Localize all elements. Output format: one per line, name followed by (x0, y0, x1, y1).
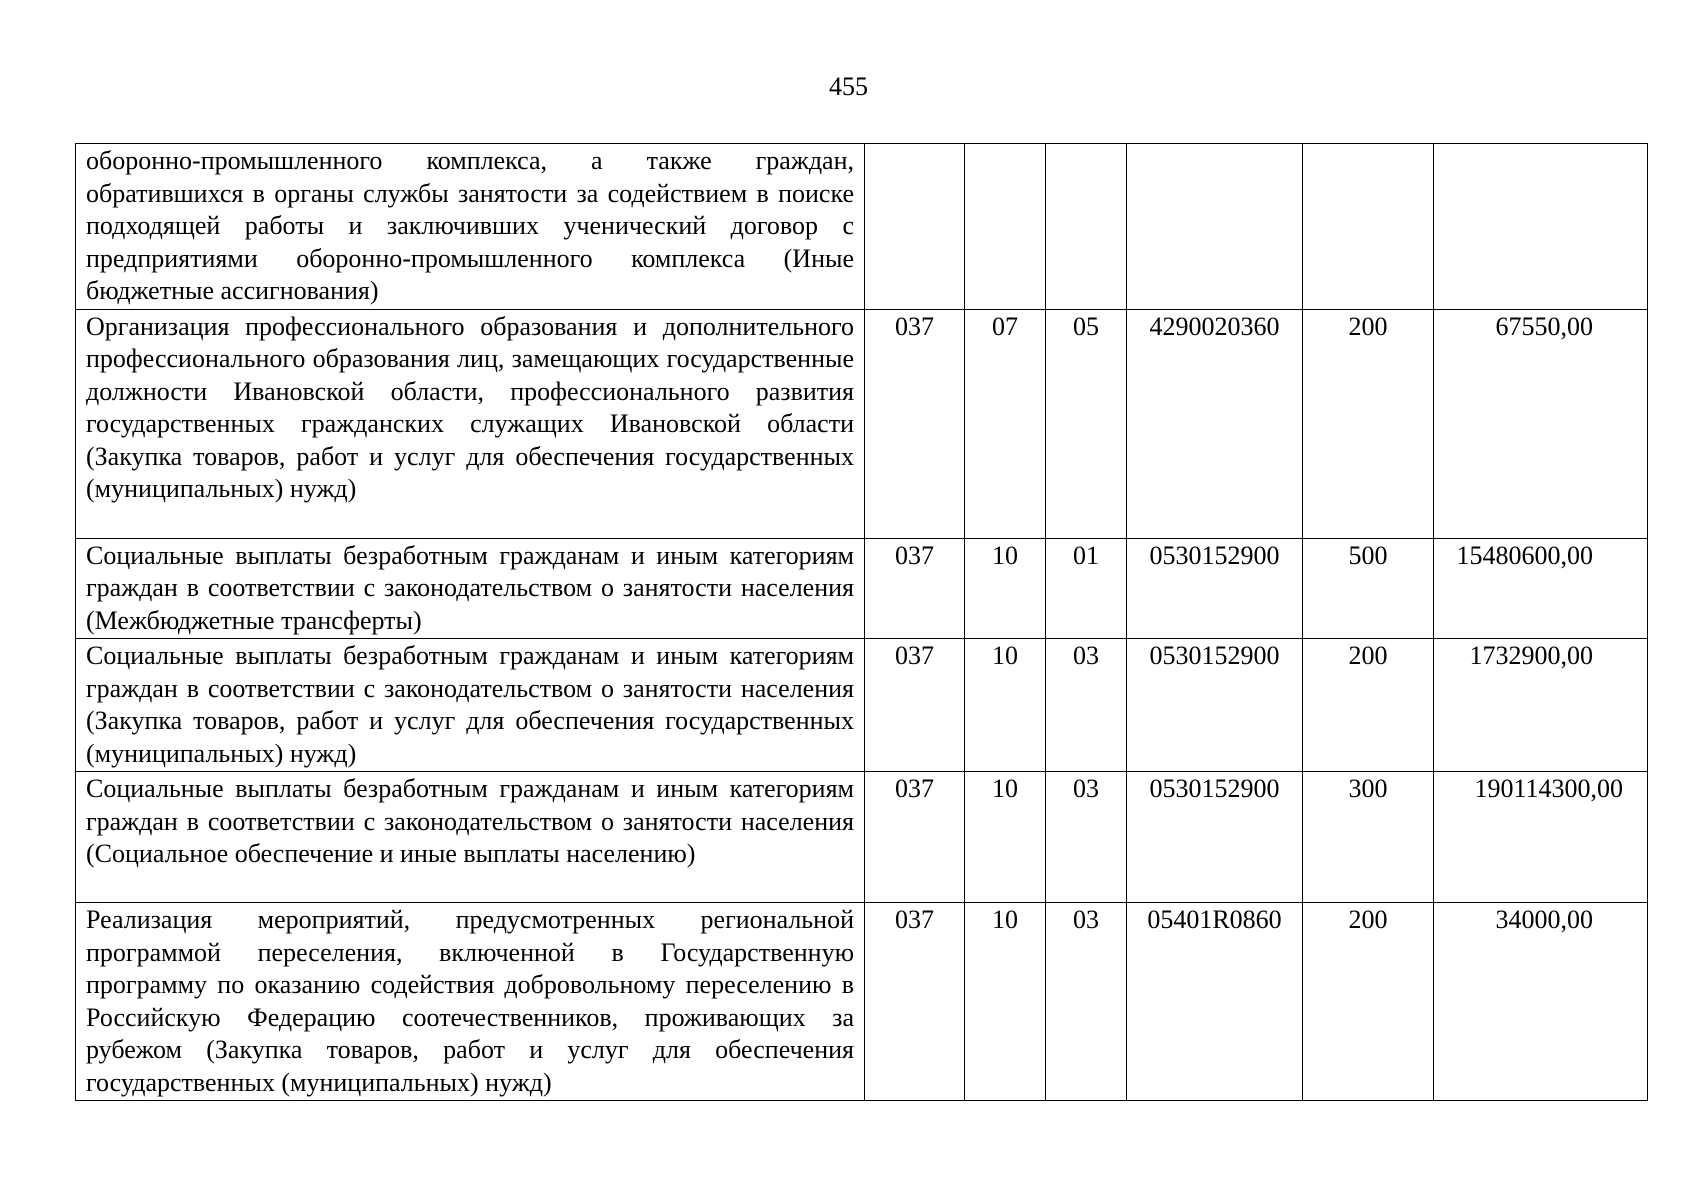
expense-type-code (1303, 144, 1434, 310)
subsection-code: 03 (1046, 639, 1127, 772)
target-article-code (1127, 144, 1303, 310)
section-code: 10 (965, 772, 1046, 903)
amount: 15480600,00 (1434, 538, 1648, 639)
table-row (76, 144, 1648, 310)
subsection-code: 01 (1046, 538, 1127, 639)
subsection-code: 05 (1046, 309, 1127, 538)
ministry-code (865, 144, 965, 310)
ministry-code: 037 (865, 772, 965, 903)
expense-type-code: 500 (1303, 538, 1434, 639)
ministry-code: 037 (865, 538, 965, 639)
amount (1434, 144, 1648, 310)
row-description: оборонно-промышленного комплекса, а также граждан, обратившихся в органы службы занятости за содействием в поиске подходящей работы и заключивших ученический договор с предприятиями оборонно-промышленного комплекса (Иные бюджетные ассигнования) (76, 144, 865, 310)
table-row (76, 903, 1648, 1101)
row-description: Социальные выплаты безработным гражданам и иным категориям граждан в соответствии с законодательством о занятости населения (Закупка товаров, работ и услуг для обеспечения государственных (муниципальных) нужд) (76, 639, 865, 772)
table-row (76, 639, 1648, 772)
table-row (76, 538, 1648, 639)
ministry-code: 037 (865, 639, 965, 772)
target-article-code: 0530152900 (1127, 639, 1303, 772)
target-article-code: 0530152900 (1127, 772, 1303, 903)
target-article-code: 4290020360 (1127, 309, 1303, 538)
row-description: Социальные выплаты безработным гражданам и иным категориям граждан в соответствии с законодательством о занятости населения (Межбюджетные трансферты) (76, 538, 865, 639)
amount: 190114300,00 (1434, 772, 1648, 903)
expense-type-code: 200 (1303, 309, 1434, 538)
budget-table (75, 143, 1648, 1101)
row-description: Социальные выплаты безработным гражданам и иным категориям граждан в соответствии с законодательством о занятости населения (Социальное обеспечение и иные выплаты населению) (76, 772, 865, 903)
subsection-code: 03 (1046, 903, 1127, 1101)
amount: 34000,00 (1434, 903, 1648, 1101)
expense-type-code: 200 (1303, 639, 1434, 772)
section-code: 10 (965, 903, 1046, 1101)
section-code: 07 (965, 309, 1046, 538)
subsection-code (1046, 144, 1127, 310)
amount: 67550,00 (1434, 309, 1648, 538)
section-code (965, 144, 1046, 310)
section-code: 10 (965, 639, 1046, 772)
ministry-code: 037 (865, 903, 965, 1101)
expense-type-code: 200 (1303, 903, 1434, 1101)
expense-type-code: 300 (1303, 772, 1434, 903)
subsection-code: 03 (1046, 772, 1127, 903)
amount: 1732900,00 (1434, 639, 1648, 772)
target-article-code: 05401R0860 (1127, 903, 1303, 1101)
row-description: Реализация мероприятий, предусмотренных региональной программой переселения, включенной в Государственную программу по оказанию содействия добровольному переселению в Российскую Федерацию соотечественников, проживающих за рубежом (Закупка товаров, работ и услуг для обеспечения государственных (муниципальных) нужд) (76, 903, 865, 1101)
row-description: Организация профессионального образования и дополнительного профессионального образования лиц, замещающих государственные должности Ивановской области, профессионального развития государственных гражданских служащих Ивановской области (Закупка товаров, работ и услуг для обеспечения государственных (муниципальных) нужд) (76, 309, 865, 538)
ministry-code: 037 (865, 309, 965, 538)
section-code: 10 (965, 538, 1046, 639)
table-row (76, 772, 1648, 903)
target-article-code: 0530152900 (1127, 538, 1303, 639)
table-row (76, 309, 1648, 538)
page-number: 455 (829, 72, 868, 101)
